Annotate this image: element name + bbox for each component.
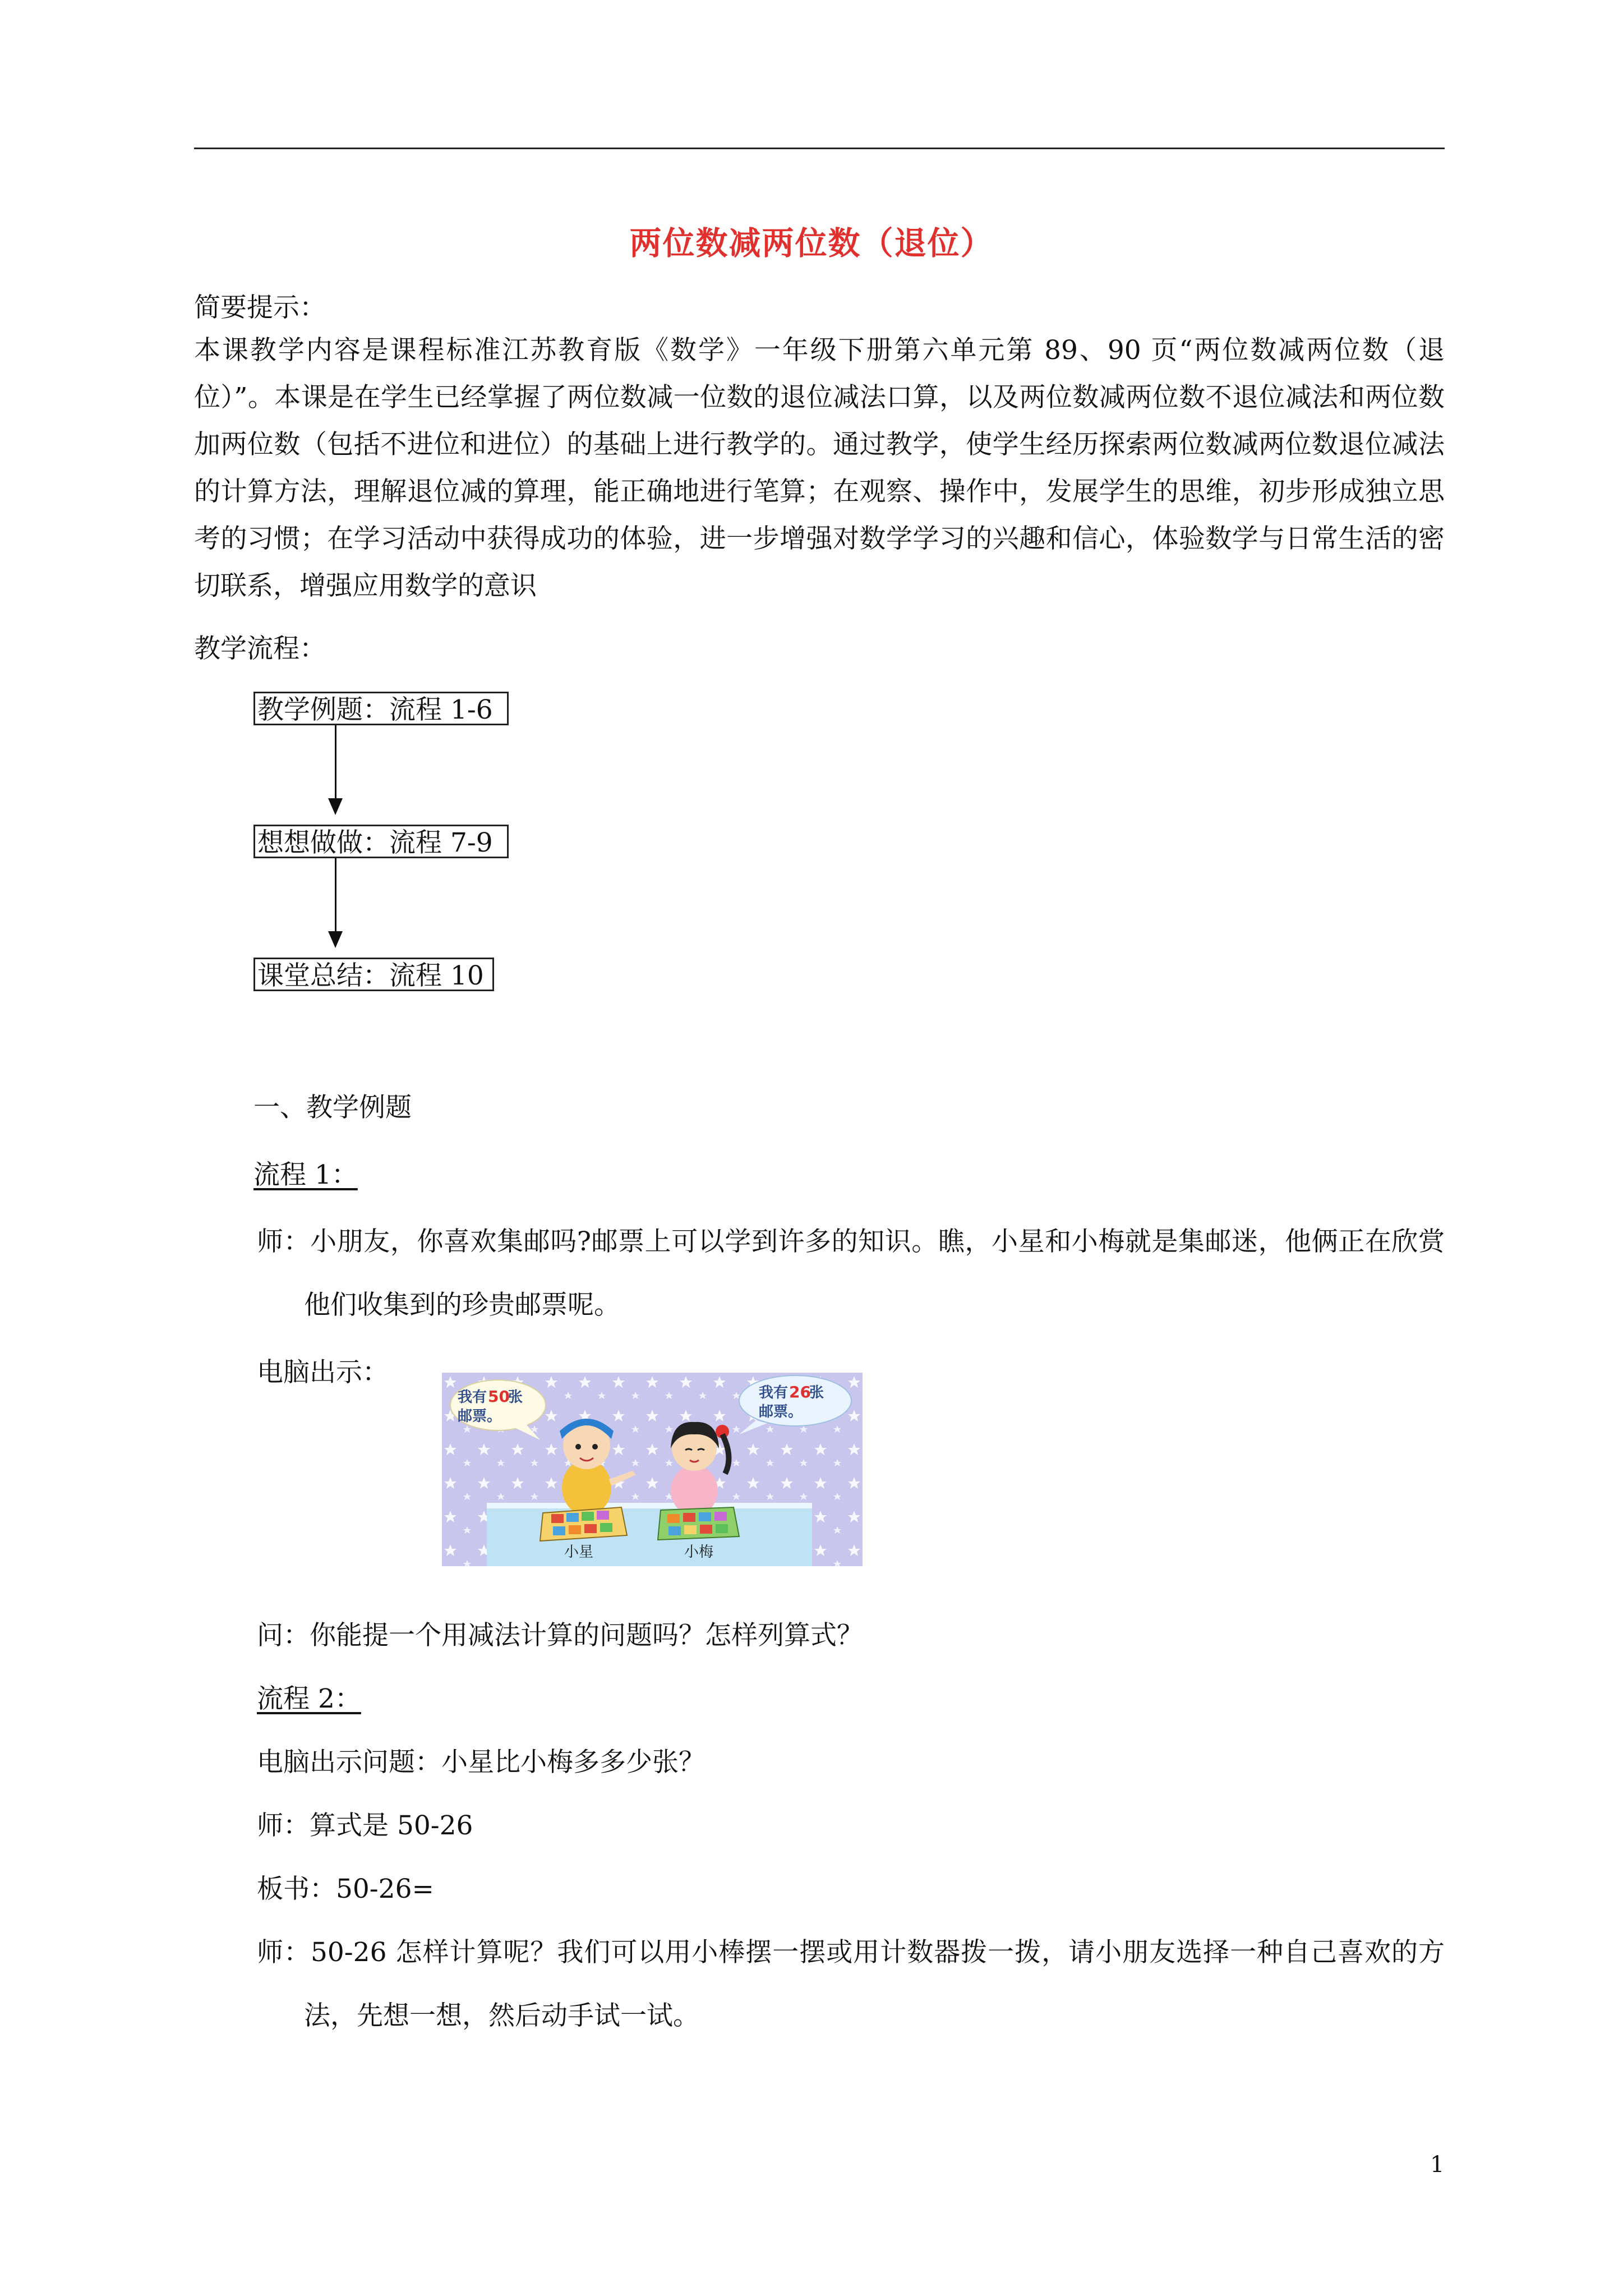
stamp-illustration: [442, 1373, 863, 1566]
intro-paragraph: 本课教学内容是课程标准江苏教育版《数学》一年级下册第六单元第 89、90 页“两位数减两位数（退位）”。本课是在学生已经掌握了两位数减一位数的退位减法口算，以及两位数减两位数不退位减法和两位数加两位数（包括不进位和进位）的基础上进行教学的。通过教学，使学生经历探索两位数减两位数退位减法的计算方法，理解退位减的算理，能正确地进行笔算；在观察、操作中，发展学生的思维，初步形成独立思考的习惯；在学习活动中获得成功的体验，进一步增强对数学学习的兴趣和信心，体验数学与日常生活的密切联系，增强应用数学的意识: [194, 335, 1445, 601]
flow-box-examples: 教学例题：流程 1-6: [253, 692, 509, 725]
svg-text:邮票。: 邮票。: [759, 1404, 803, 1420]
question-line: 问：你能提一个用减法计算的问题吗？怎样列算式？: [257, 1620, 863, 1651]
flow-box-summary: 课堂总结：流程 10: [253, 958, 494, 991]
header-rule: [194, 148, 1445, 149]
intro-heading: 简要提示：: [194, 292, 326, 323]
stamp-album-left: [540, 1507, 627, 1541]
screen-label: 电脑出示：: [257, 1357, 389, 1388]
svg-text:26: 26: [789, 1383, 811, 1401]
section-heading: 一、教学例题: [253, 1092, 412, 1123]
screen-question: 电脑出示问题：小星比小梅多多少张？: [257, 1747, 705, 1778]
teacher-line-1: 师：小朋友，你喜欢集邮吗?邮票上可以学到许多的知识。瞧，小星和小梅就是集邮迷，他俩正在欣赏他们收集到的珍贵邮票呢。: [257, 1226, 1445, 1320]
document-title: 两位数减两位数（退位）: [629, 224, 994, 262]
flow-box-practice: 想想做做：流程 7-9: [253, 825, 509, 858]
stamp-album-right: [658, 1507, 739, 1540]
page-number: 1: [1430, 2152, 1445, 2178]
board-writing: 板书：50-26=: [257, 1874, 434, 1904]
teacher-line-2: 师：算式是 50-26: [257, 1810, 473, 1841]
svg-text:我有: 我有: [458, 1389, 487, 1406]
svg-text:张: 张: [809, 1384, 824, 1401]
svg-text:我有: 我有: [759, 1384, 789, 1401]
teacher-line-3: 师：50-26 怎样计算呢？我们可以用小棒摆一摆或用计数器拨一拨，请小朋友选择一种自己喜欢的方法，先想一想，然后动手试一试。: [257, 1937, 1445, 2031]
table-surface: [487, 1506, 812, 1566]
name-label-xiaoxing: 小星: [564, 1544, 594, 1561]
svg-text:50: 50: [488, 1387, 510, 1406]
name-label-xiaomei: 小梅: [684, 1544, 714, 1561]
step2-label: 流程 2：: [257, 1683, 361, 1714]
flow-heading: 教学流程：: [194, 633, 326, 664]
svg-text:张: 张: [508, 1389, 523, 1406]
step1-label: 流程 1：: [253, 1159, 358, 1190]
svg-text:邮票。: 邮票。: [458, 1408, 502, 1425]
